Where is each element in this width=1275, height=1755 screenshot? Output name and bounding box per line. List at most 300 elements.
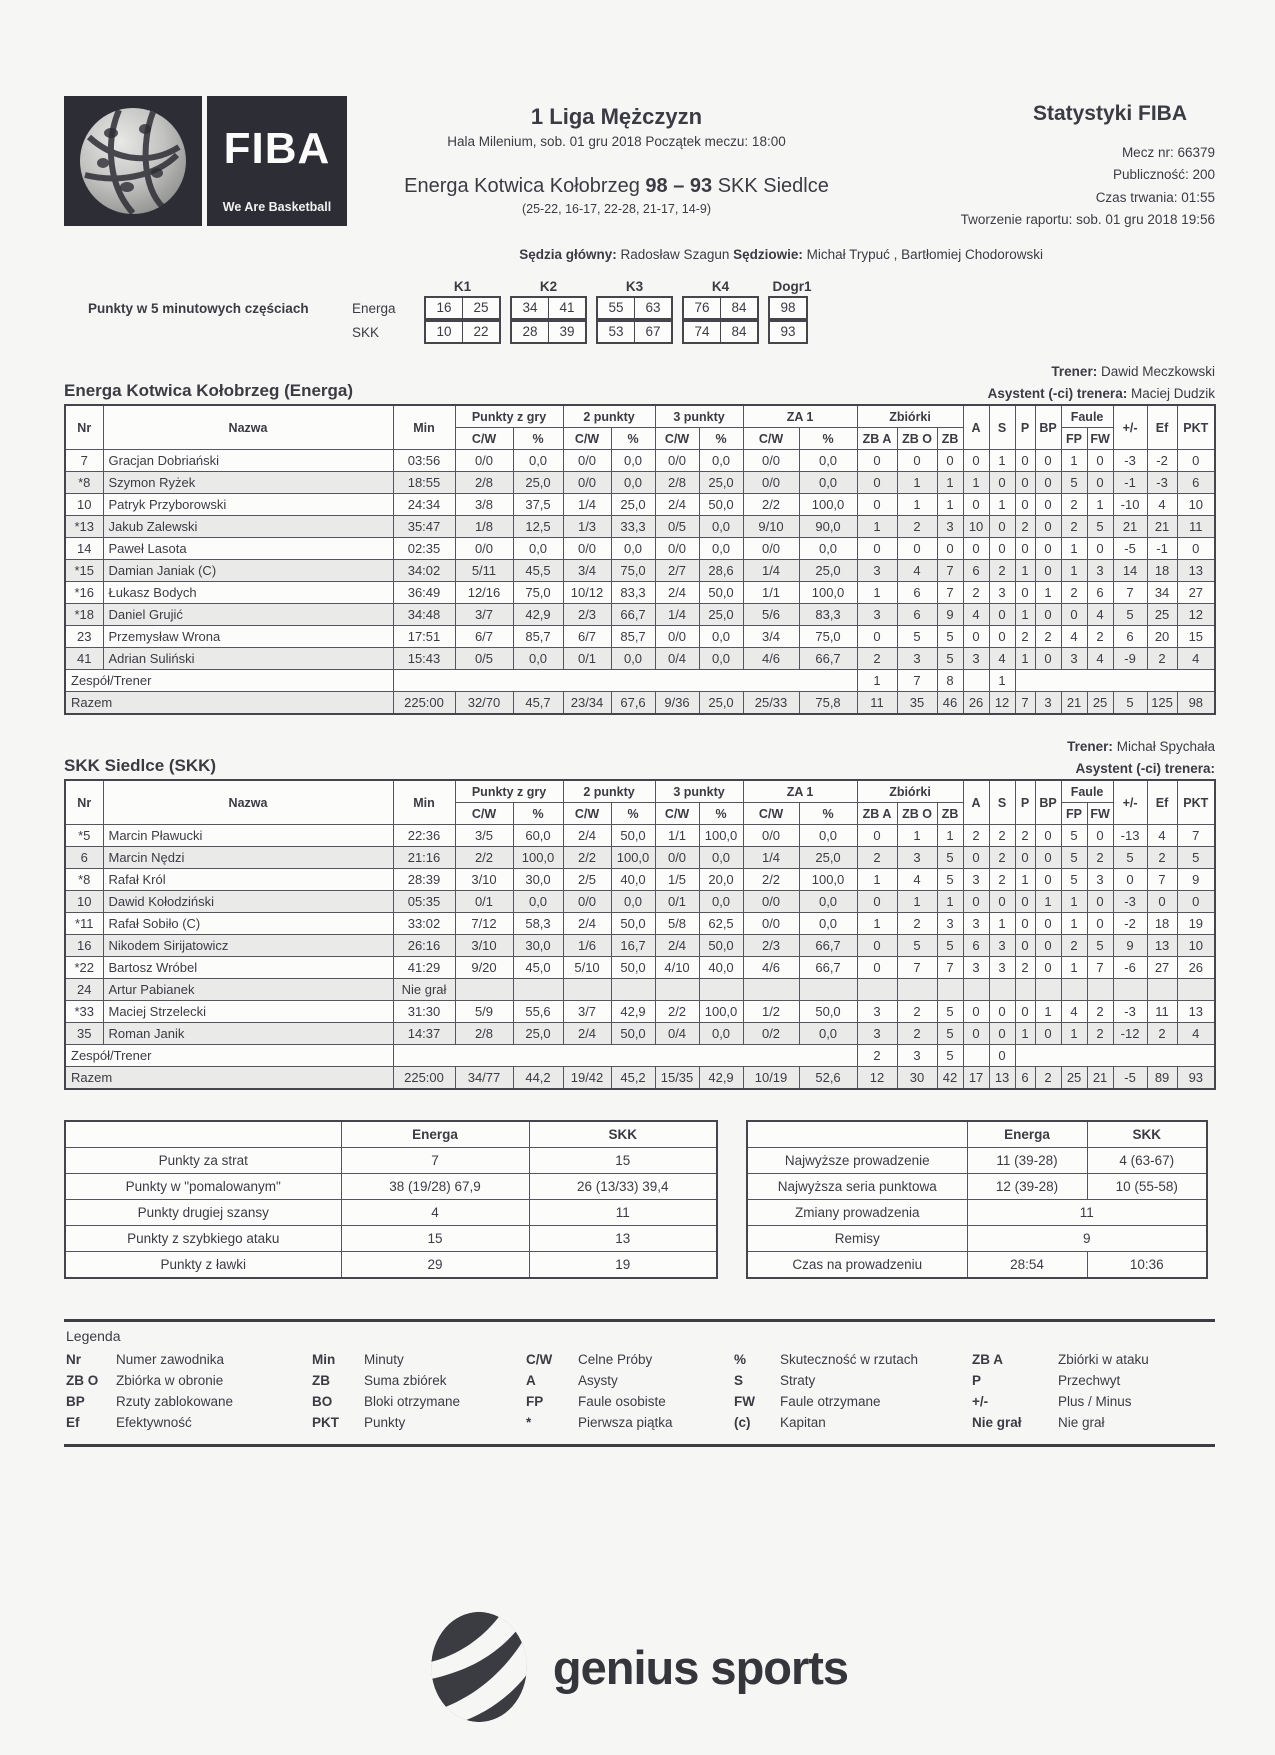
total-reb-def: 30 [897, 1067, 937, 1090]
stat-reb-total: 7 [937, 582, 963, 604]
player-row [65, 957, 1215, 979]
stat-fouls-fp: 3 [1061, 648, 1087, 670]
stat-steals: 1 [1015, 869, 1035, 891]
player-number: *8 [65, 472, 103, 494]
stat-steals: 0 [1015, 450, 1035, 472]
legend-desc: Punkty [364, 1415, 406, 1431]
energa-team-heading [64, 381, 1215, 401]
stat-3pt-pct: 25,0 [699, 604, 743, 626]
legend-section [64, 1319, 1215, 1447]
stat-2pt-pct: 66,7 [611, 604, 655, 626]
stat-fg-cw: 9/20 [455, 957, 513, 979]
quarter-header-ot: Dogr1 [772, 279, 812, 295]
col-reb-def: ZB O [897, 803, 937, 825]
player-number: *16 [65, 582, 103, 604]
stat-reb-total: 0 [937, 538, 963, 560]
stat-fg-cw: 3/10 [455, 935, 513, 957]
stat-minutes: 33:02 [393, 913, 455, 935]
stat-reb-def: 1 [897, 825, 937, 847]
player-row [65, 825, 1215, 847]
stat-fg-pct: 0,0 [513, 891, 563, 913]
stat-fg-cw: 12/16 [455, 582, 513, 604]
stat-3pt-cw: 2/8 [655, 472, 699, 494]
stat-minutes: 24:34 [393, 494, 455, 516]
stat-assists: 0 [963, 891, 989, 913]
stat-fg-cw: 3/5 [455, 825, 513, 847]
stat-fg-pct: 0,0 [513, 648, 563, 670]
summary-value-energa: 12 (39-28) [967, 1174, 1087, 1200]
genius-sports-icon [427, 1608, 531, 1726]
footer [0, 1608, 1275, 1731]
player-row [65, 1001, 1215, 1023]
player-number: 10 [65, 494, 103, 516]
stat-reb-total: 3 [937, 516, 963, 538]
col-fouls: Faule [1061, 780, 1113, 803]
stat-ft-pct: 0,0 [799, 913, 857, 935]
stat-points: 11 [1177, 516, 1215, 538]
stat-turnovers [989, 979, 1015, 1001]
stat-3pt-cw: 0/0 [655, 847, 699, 869]
stat-blocks: 2 [1035, 626, 1061, 648]
stat-reb-total: 5 [937, 1023, 963, 1045]
stat-fg-cw: 2/8 [455, 472, 513, 494]
fiba-basketball-icon [64, 96, 202, 226]
stat-2pt-cw: 2/5 [563, 869, 611, 891]
stat-fouls-fp: 1 [1061, 560, 1087, 582]
stat-reb-off: 1 [857, 582, 897, 604]
player-number: 10 [65, 891, 103, 913]
stat-fg-pct: 0,0 [513, 538, 563, 560]
stat-ft-pct: 90,0 [799, 516, 857, 538]
col-plusminus: +/- [1113, 780, 1147, 825]
score-cell: 67 [634, 322, 671, 342]
stat-fouls-fw: 0 [1087, 825, 1113, 847]
score-cell: 10 [436, 324, 452, 340]
summary-row [747, 1252, 1207, 1279]
stat-fg-cw: 2/2 [455, 847, 513, 869]
col-fg: Punkty z gry [455, 405, 563, 428]
stat-turnovers: 1 [989, 913, 1015, 935]
player-name: Przemysław Wrona [103, 626, 393, 648]
stat-points: 10 [1177, 935, 1215, 957]
referees-line [64, 247, 1215, 262]
stat-assists: 0 [963, 494, 989, 516]
col-steals: P [1015, 405, 1035, 450]
team-reb-off: 2 [857, 1045, 897, 1067]
col-3pt-pct: % [699, 803, 743, 825]
stat-assists: 0 [963, 847, 989, 869]
summary-row [65, 1252, 717, 1279]
team-coach-row [65, 670, 1215, 692]
col-ft-cw: C/W [743, 428, 799, 450]
away-team-name: SKK Siedlce [717, 175, 829, 197]
stat-ft-pct: 50,0 [799, 1001, 857, 1023]
stat-steals: 2 [1015, 516, 1035, 538]
stat-reb-def: 5 [897, 626, 937, 648]
stat-ft-cw: 0/0 [743, 472, 799, 494]
legend-abbr: BO [312, 1394, 333, 1410]
legend-abbr: BP [66, 1394, 85, 1410]
stat-minutes: 26:16 [393, 935, 455, 957]
player-number: 16 [65, 935, 103, 957]
total-assists: 17 [963, 1067, 989, 1090]
total-reb-off: 11 [857, 692, 897, 715]
summary-value-combined: 9 [967, 1226, 1207, 1252]
col-ft-cw: C/W [743, 803, 799, 825]
summary-col-energa: Energa [341, 1121, 529, 1148]
legend-desc: Straty [780, 1373, 816, 1389]
energa-footer-rows [65, 670, 1215, 715]
stat-turnovers: 3 [989, 582, 1015, 604]
stat-ft-pct: 0,0 [799, 891, 857, 913]
player-number: *18 [65, 604, 103, 626]
legend-abbr: Min [312, 1352, 336, 1368]
summary-value-energa: 15 [341, 1226, 529, 1252]
stat-efficiency: 18 [1147, 913, 1177, 935]
stat-3pt-pct: 0,0 [699, 538, 743, 560]
quarter-row-energa [64, 296, 1215, 320]
col-efficiency: Ef [1147, 780, 1177, 825]
col-2pt: 2 punkty [563, 780, 655, 803]
stat-fg-cw [455, 979, 513, 1001]
stat-reb-def: 2 [897, 1001, 937, 1023]
total-fouls-fp: 25 [1061, 1067, 1087, 1090]
stat-2pt-pct: 25,0 [611, 494, 655, 516]
stat-efficiency: 20 [1147, 626, 1177, 648]
player-number: 14 [65, 538, 103, 560]
stat-points: 7 [1177, 825, 1215, 847]
stat-ft-cw: 0/0 [743, 450, 799, 472]
stat-efficiency: 2 [1147, 847, 1177, 869]
fiba-tagline: We Are Basketball [222, 200, 332, 214]
summary-row-label: Remisy [747, 1226, 967, 1252]
stat-points: 13 [1177, 560, 1215, 582]
col-plusminus: +/- [1113, 405, 1147, 450]
score-cell: 76 [694, 300, 710, 316]
stat-efficiency: -1 [1147, 538, 1177, 560]
stat-fouls-fw: 3 [1087, 869, 1113, 891]
col-2pt-pct: % [611, 803, 655, 825]
stat-minutes: 05:35 [393, 891, 455, 913]
col-2pt-pct: % [611, 428, 655, 450]
stat-2pt-cw [563, 979, 611, 1001]
col-reb-off: ZB A [857, 803, 897, 825]
quarter-team-energa: Energa [352, 300, 396, 316]
stat-2pt-cw: 10/12 [563, 582, 611, 604]
stat-reb-total: 5 [937, 1001, 963, 1023]
stat-plusminus: -2 [1113, 913, 1147, 935]
stat-points: 6 [1177, 472, 1215, 494]
stat-ft-pct: 100,0 [799, 494, 857, 516]
legend-abbr: % [734, 1352, 747, 1368]
stat-reb-total: 0 [937, 450, 963, 472]
stat-minutes: 31:30 [393, 1001, 455, 1023]
summary-value-energa: 38 (19/28) 67,9 [341, 1174, 529, 1200]
stat-reb-off: 0 [857, 825, 897, 847]
stat-reb-def: 2 [897, 516, 937, 538]
stat-fouls-fw: 3 [1087, 560, 1113, 582]
summary-row [747, 1200, 1207, 1226]
assistant-label: Asystent (-ci) trenera: [1075, 761, 1215, 777]
summary-row [747, 1226, 1207, 1252]
stat-plusminus: 9 [1113, 935, 1147, 957]
player-number: *15 [65, 560, 103, 582]
stat-efficiency: 18 [1147, 560, 1177, 582]
stat-ft-cw: 1/4 [743, 847, 799, 869]
stat-fg-pct: 85,7 [513, 626, 563, 648]
player-row [65, 847, 1215, 869]
col-3pt: 3 punkty [655, 405, 743, 428]
coach-label: Trener: [1067, 739, 1113, 755]
stat-steals: 1 [1015, 1023, 1035, 1045]
summary-row-label: Zmiany prowadzenia [747, 1200, 967, 1226]
skk-players [65, 825, 1215, 1045]
player-row [65, 626, 1215, 648]
summary-row [65, 1174, 717, 1200]
player-number: 23 [65, 626, 103, 648]
player-name: Roman Janik [103, 1023, 393, 1045]
stat-fouls-fp: 2 [1061, 494, 1087, 516]
stat-reb-def: 7 [897, 957, 937, 979]
stat-ft-pct [799, 979, 857, 1001]
stat-fouls-fp: 5 [1061, 825, 1087, 847]
totals-label: Razem [65, 1067, 393, 1090]
quarter-scores-label: Punkty w 5 minutowych częściach [88, 300, 309, 316]
stat-3pt-cw: 0/4 [655, 1023, 699, 1045]
stat-blocks: 1 [1035, 891, 1061, 913]
stat-ft-cw: 0/0 [743, 891, 799, 913]
col-fg-pct: % [513, 428, 563, 450]
score-cell: 63 [634, 298, 671, 318]
player-name: Paweł Lasota [103, 538, 393, 560]
stat-assists: 2 [963, 825, 989, 847]
stat-assists: 0 [963, 626, 989, 648]
summary-value-skk: 15 [529, 1148, 717, 1174]
stat-minutes: 15:43 [393, 648, 455, 670]
stat-fouls-fw: 1 [1087, 494, 1113, 516]
summary-value-energa: 28:54 [967, 1252, 1087, 1279]
col-fg-pct: % [513, 803, 563, 825]
stat-fg-pct: 100,0 [513, 847, 563, 869]
energa-stats-table [64, 404, 1216, 715]
skk-coach-line [64, 739, 1215, 754]
stat-fg-pct: 75,0 [513, 582, 563, 604]
stat-ft-cw: 2/2 [743, 869, 799, 891]
stat-2pt-cw: 1/4 [563, 494, 611, 516]
stat-2pt-pct: 33,3 [611, 516, 655, 538]
stat-assists: 3 [963, 913, 989, 935]
stat-assists: 0 [963, 538, 989, 560]
player-number: *33 [65, 1001, 103, 1023]
stat-fouls-fp [1061, 979, 1087, 1001]
stat-assists: 0 [963, 450, 989, 472]
stat-reb-def: 5 [897, 935, 937, 957]
legend-desc: Przechwyt [1058, 1373, 1121, 1389]
stat-minutes: 02:35 [393, 538, 455, 560]
stat-fouls-fw: 0 [1087, 538, 1113, 560]
stat-2pt-cw: 0/0 [563, 450, 611, 472]
legend-desc: Asysty [578, 1373, 618, 1389]
stat-assists: 4 [963, 604, 989, 626]
stat-reb-total: 3 [937, 913, 963, 935]
stat-2pt-pct: 0,0 [611, 472, 655, 494]
legend-abbr: Nie grał [972, 1415, 1022, 1431]
stat-fg-pct: 58,3 [513, 913, 563, 935]
total-ft-cw: 10/19 [743, 1067, 799, 1090]
stat-turnovers: 0 [989, 472, 1015, 494]
stat-fg-pct: 30,0 [513, 869, 563, 891]
header-center [348, 96, 885, 216]
stat-fg-cw: 6/7 [455, 626, 513, 648]
player-name: Marcin Pławucki [103, 825, 393, 847]
col-2pt-cw: C/W [563, 428, 611, 450]
stat-2pt-pct: 0,0 [611, 450, 655, 472]
col-points: PKT [1177, 780, 1215, 825]
stat-reb-off: 3 [857, 604, 897, 626]
stat-ft-pct: 100,0 [799, 582, 857, 604]
player-name: Gracjan Dobriański [103, 450, 393, 472]
stat-fg-cw: 5/11 [455, 560, 513, 582]
skk-heading: SKK Siedlce (SKK) [64, 756, 217, 776]
total-3pt-pct: 25,0 [699, 692, 743, 715]
stat-turnovers: 3 [989, 957, 1015, 979]
stat-fouls-fp: 2 [1061, 935, 1087, 957]
total-blocks: 3 [1035, 692, 1061, 715]
stat-fg-pct [513, 979, 563, 1001]
col-steals: P [1015, 780, 1035, 825]
player-row [65, 891, 1215, 913]
match-result-line [348, 175, 885, 198]
stat-points [1177, 979, 1215, 1001]
stat-fg-cw: 0/0 [455, 538, 513, 560]
col-fg-cw: C/W [455, 428, 513, 450]
stat-minutes: 14:37 [393, 1023, 455, 1045]
stat-efficiency: 0 [1147, 891, 1177, 913]
team-reb-def: 3 [897, 1045, 937, 1067]
total-fouls-fw: 25 [1087, 692, 1113, 715]
stat-blocks: 0 [1035, 825, 1061, 847]
stat-3pt-cw: 0/0 [655, 626, 699, 648]
total-points: 98 [1177, 692, 1215, 715]
player-number: *5 [65, 825, 103, 847]
team-assists [963, 1045, 989, 1067]
legend-abbr: S [734, 1373, 744, 1389]
stat-steals: 1 [1015, 560, 1035, 582]
energa-assistant-line [988, 386, 1215, 401]
stat-fouls-fw: 5 [1087, 516, 1113, 538]
player-row [65, 538, 1215, 560]
score-cell: 55 [608, 300, 624, 316]
stat-fouls-fw: 2 [1087, 1001, 1113, 1023]
stat-ft-cw: 1/1 [743, 582, 799, 604]
stat-steals: 0 [1015, 494, 1035, 516]
legend-desc: Pierwsza piątka [578, 1415, 673, 1431]
stat-turnovers: 0 [989, 604, 1015, 626]
stat-3pt-pct: 0,0 [699, 450, 743, 472]
player-number: *8 [65, 869, 103, 891]
summary-value-skk: 13 [529, 1226, 717, 1252]
summary-value-energa: 4 [341, 1200, 529, 1226]
col-turnovers: S [989, 780, 1015, 825]
stat-ft-pct: 0,0 [799, 538, 857, 560]
stat-fg-cw: 0/5 [455, 648, 513, 670]
stat-fg-cw: 0/0 [455, 450, 513, 472]
stat-efficiency: 11 [1147, 1001, 1177, 1023]
stat-ft-cw: 4/6 [743, 957, 799, 979]
summary-row-label: Najwyższe prowadzenie [747, 1148, 967, 1174]
player-row [65, 516, 1215, 538]
stat-assists: 2 [963, 582, 989, 604]
stat-plusminus: 0 [1113, 869, 1147, 891]
stat-plusminus: -3 [1113, 450, 1147, 472]
stat-2pt-pct: 100,0 [611, 847, 655, 869]
stat-steals [1015, 979, 1035, 1001]
stat-plusminus: -12 [1113, 1023, 1147, 1045]
stat-3pt-cw: 2/4 [655, 494, 699, 516]
stat-3pt-cw: 1/4 [655, 604, 699, 626]
stat-efficiency: 21 [1147, 516, 1177, 538]
stat-fouls-fw: 6 [1087, 582, 1113, 604]
stat-efficiency: 4 [1147, 825, 1177, 847]
stat-reb-def: 3 [897, 648, 937, 670]
stat-reb-total: 1 [937, 472, 963, 494]
quarter-header-k1: K1 [453, 279, 472, 295]
stat-reb-total: 7 [937, 957, 963, 979]
stat-3pt-cw: 1/1 [655, 825, 699, 847]
legend-abbr: ZB O [66, 1373, 99, 1389]
energa-heading: Energa Kotwica Kołobrzeg (Energa) [64, 381, 354, 401]
stat-fouls-fw: 4 [1087, 604, 1113, 626]
stat-blocks: 0 [1035, 935, 1061, 957]
stat-blocks [1035, 979, 1061, 1001]
col-fouls: Faule [1061, 405, 1113, 428]
summary-row [65, 1148, 717, 1174]
stat-points: 0 [1177, 538, 1215, 560]
legend-desc: Zbiórki w ataku [1058, 1352, 1149, 1368]
stat-fouls-fw: 4 [1087, 648, 1113, 670]
player-row [65, 450, 1215, 472]
stat-fouls-fp: 1 [1061, 957, 1087, 979]
skk-footer-rows [65, 1045, 1215, 1090]
stat-steals: 0 [1015, 913, 1035, 935]
total-reb-def: 35 [897, 692, 937, 715]
player-name: Artur Pabianek [103, 979, 393, 1001]
stat-turnovers: 0 [989, 1023, 1015, 1045]
score-cell: 25 [462, 298, 499, 318]
total-fouls-fw: 21 [1087, 1067, 1113, 1090]
stat-3pt-cw: 0/1 [655, 891, 699, 913]
total-3pt-pct: 42,9 [699, 1067, 743, 1090]
stat-fouls-fw: 2 [1087, 1023, 1113, 1045]
stat-3pt-cw [655, 979, 699, 1001]
stat-fg-pct: 37,5 [513, 494, 563, 516]
league-title: 1 Liga Mężczyzn [530, 104, 703, 129]
stat-ft-pct: 66,7 [799, 935, 857, 957]
stat-fg-cw: 5/9 [455, 1001, 513, 1023]
player-name: Maciej Strzelecki [103, 1001, 393, 1023]
stat-blocks: 0 [1035, 560, 1061, 582]
stat-assists: 0 [963, 1001, 989, 1023]
stat-steals: 0 [1015, 472, 1035, 494]
stat-3pt-cw: 0/0 [655, 450, 699, 472]
stats-table-header [65, 405, 1215, 450]
stat-reb-off: 0 [857, 472, 897, 494]
summary-row-label: Punkty w "pomalowanym" [65, 1174, 341, 1200]
stat-fg-cw: 0/1 [455, 891, 513, 913]
stat-blocks: 0 [1035, 869, 1061, 891]
referees-label: Sędziowie: [733, 247, 803, 263]
stat-points: 0 [1177, 450, 1215, 472]
